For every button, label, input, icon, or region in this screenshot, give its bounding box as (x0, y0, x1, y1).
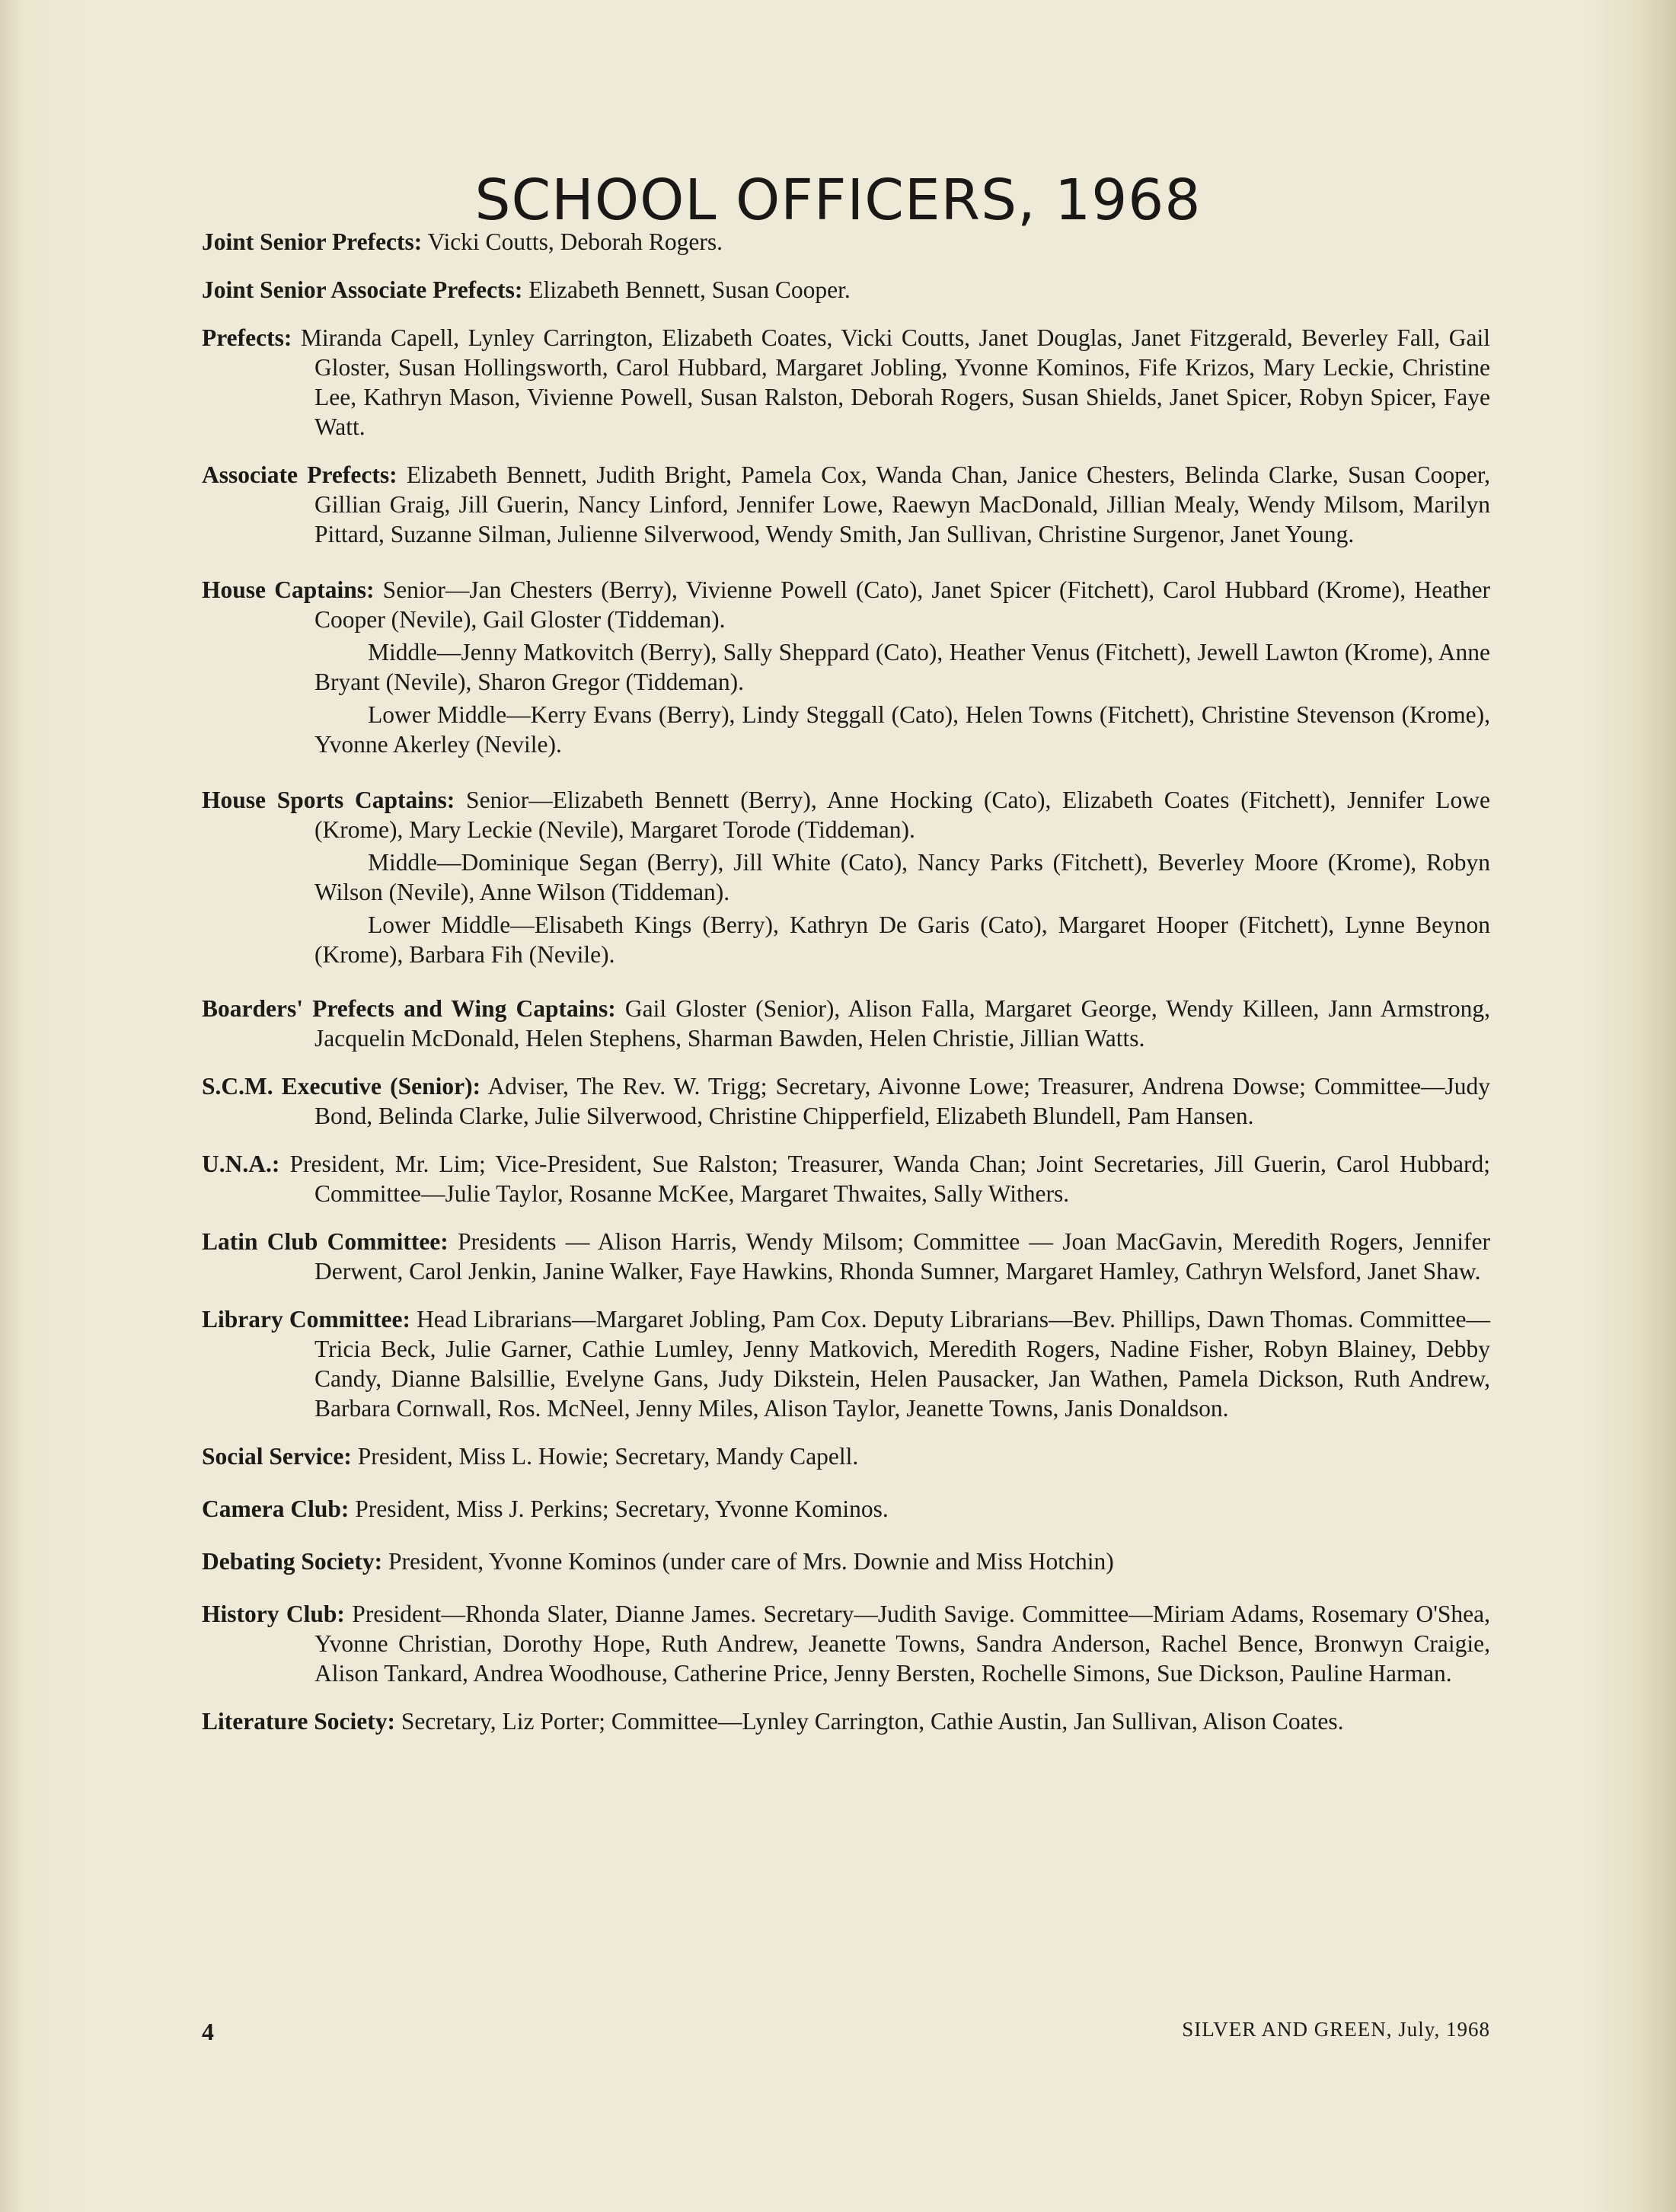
entry-literature-society (202, 1706, 1490, 1736)
house-captains-lower-middle: Lower Middle—Kerry Evans (Berry), Lindy Steggall (Cato), Helen Towns (Fitchett), Christine Stevenson (Krome), Yvonne Akerley (Nevile). (314, 701, 1490, 758)
entry-label: Prefects: (202, 324, 292, 351)
entry-scm-executive (202, 1071, 1490, 1131)
entry-text: Elizabeth Bennett, Judith Bright, Pamela Cox, Wanda Chan, Janice Chesters, Belinda Clarke, Susan Cooper, Gillian Graig, Jill Guerin, Nancy Linford, Jennifer Lowe, Raewyn MacDonald, Jillian Mealy, Wendy Milsom, Marilyn Pittard, Suzanne Silman, Julienne Silverwood, Wendy Smith, Jan Sullivan, Christine Surgenor, Janet Young. (314, 461, 1491, 547)
entry-history-club (202, 1599, 1490, 1688)
entry-joint-senior-associate-prefects (202, 275, 1490, 305)
entry-label: U.N.A.: (202, 1151, 280, 1177)
officers-list (202, 227, 1490, 1736)
entry-text: Presidents — Alison Harris, Wendy Milsom; Committee — Joan MacGavin, Meredith Rogers, Jennifer Derwent, Carol Jenkin, Janine Walker, Faye Hawkins, Rhonda Sumner, Margaret Hamley, Cathryn Welsford, Janet Shaw. (314, 1228, 1490, 1285)
entry-text: Vicki Coutts, Deborah Rogers. (427, 228, 723, 255)
entry-text: Senior—Jan Chesters (Berry), Vivienne Powell (Cato), Janet Spicer (Fitchett), Carol Hubbard (Krome), Heather Cooper (Nevile), Gail Gloster (Tiddeman). (314, 576, 1491, 633)
entry-label: Joint Senior Associate Prefects: (202, 276, 523, 303)
entry-label: Debating Society: (202, 1548, 383, 1575)
entry-latin-club (202, 1227, 1490, 1286)
entry-label: S.C.M. Executive (Senior): (202, 1073, 481, 1100)
entry-label: Social Service: (202, 1443, 352, 1470)
entry-social-service (202, 1441, 1490, 1471)
entry-una (202, 1149, 1490, 1208)
entry-text: Gail Gloster (Senior), Alison Falla, Margaret George, Wendy Killeen, Jann Armstrong, Jacquelin McDonald, Helen Stephens, Sharman Bawden, Helen Christie, Jillian Watts. (314, 995, 1491, 1052)
entry-label: House Sports Captains: (202, 787, 455, 813)
entry-camera-club (202, 1494, 1490, 1524)
entry-label: Camera Club: (202, 1495, 350, 1522)
entry-text: Adviser, The Rev. W. Trigg; Secretary, Aivonne Lowe; Treasurer, Andrena Dowse; Committee—Judy Bond, Belinda Clarke, Julie Silverwood, Christine Chipperfield, Elizabeth Blundell, Pam Hansen. (314, 1073, 1490, 1129)
page-title: SCHOOL OFFICERS, 1968 (474, 167, 1202, 233)
entry-associate-prefects (202, 460, 1490, 549)
entry-text: President, Miss L. Howie; Secretary, Mandy Capell. (357, 1443, 859, 1470)
entry-label: Latin Club Committee: (202, 1228, 449, 1255)
entry-label: House Captains: (202, 576, 375, 603)
entry-debating-society (202, 1546, 1490, 1576)
page-number: 4 (202, 2018, 214, 2045)
entry-text: President, Yvonne Kominos (under care of Mrs. Downie and Miss Hotchin) (388, 1548, 1114, 1575)
entry-text: President, Mr. Lim; Vice-President, Sue Ralston; Treasurer, Wanda Chan; Joint Secretaries, Jill Guerin, Carol Hubbard; Committee—Julie Taylor, Rosanne McKee, Margaret Thwaites, Sally Withers. (289, 1151, 1491, 1207)
entry-label: Library Committee: (202, 1306, 410, 1333)
sports-captains-middle: Middle—Dominique Segan (Berry), Jill White (Cato), Nancy Parks (Fitchett), Beverley Moore (Krome), Robyn Wilson (Nevile), Anne Wilson (Tiddeman). (314, 849, 1490, 905)
entry-text: President—Rhonda Slater, Dianne James. Secretary—Judith Savige. Committee—Miriam Adams, Rosemary O'Shea, Yvonne Christian, Dorothy Hope, Ruth Andrew, Jeanette Towns, Sandra Anderson, Rachel Bence, Bronwyn Craigie, Alison Tankard, Andrea Woodhouse, Catherine Price, Jenny Bersten, Rochelle Simons, Sue Dickson, Pauline Harman. (314, 1601, 1491, 1687)
sports-captains-lower-middle: Lower Middle—Elisabeth Kings (Berry), Kathryn De Garis (Cato), Margaret Hooper (Fitchett), Lynne Beynon (Krome), Barbara Fih (Nevile). (314, 911, 1490, 968)
entry-joint-senior-prefects (202, 227, 1490, 257)
entry-text: Elizabeth Bennett, Susan Cooper. (528, 276, 851, 303)
running-title: SILVER AND GREEN, July, 1968 (1182, 2018, 1490, 2041)
entry-text: President, Miss J. Perkins; Secretary, Yvonne Kominos. (355, 1495, 889, 1522)
entry-label: Boarders' Prefects and Wing Captains: (202, 995, 616, 1022)
entry-label: Joint Senior Prefects: (202, 228, 423, 255)
entry-text: Senior—Elizabeth Bennett (Berry), Anne Hocking (Cato), Elizabeth Coates (Fitchett), Jennifer Lowe (Krome), Mary Leckie (Nevile), Margaret Torode (Tiddeman). (314, 787, 1490, 843)
entry-house-sports-captains (202, 785, 1490, 844)
entry-label: History Club: (202, 1601, 345, 1627)
entry-text: Miranda Capell, Lynley Carrington, Elizabeth Coates, Vicki Coutts, Janet Douglas, Janet Fitzgerald, Beverley Fall, Gail Gloster, Susan Hollingsworth, Carol Hubbard, Margaret Jobling, Yvonne Kominos, Fife Krizos, Mary Leckie, Christine Lee, Kathryn Mason, Vivienne Powell, Susan Ralston, Deborah Rogers, Susan Shields, Janet Spicer, Robyn Spicer, Faye Watt. (300, 324, 1490, 440)
entry-prefects (202, 323, 1490, 442)
house-captains-middle: Middle—Jenny Matkovitch (Berry), Sally Sheppard (Cato), Heather Venus (Fitchett), Jewell Lawton (Krome), Anne Bryant (Nevile), Sharon Gregor (Tiddeman). (314, 639, 1490, 695)
entry-library-committee (202, 1304, 1490, 1423)
entry-text: Head Librarians—Margaret Jobling, Pam Cox. Deputy Librarians—Bev. Phillips, Dawn Thomas. Committee—Tricia Beck, Julie Garner, Cathie Lumley, Jenny Matkovich, Meredith Rogers, Nadine Fisher, Robyn Blainey, Debby Candy, Dianne Balsillie, Evelyne Gans, Judy Dikstein, Helen Pausacker, Jan Wathen, Pamela Dickson, Ruth Andrew, Barbara Cornwall, Ros. McNeel, Jenny Miles, Alison Taylor, Jeanette Towns, Janis Donaldson. (314, 1306, 1491, 1422)
entry-house-captains (202, 575, 1490, 634)
entry-text: Secretary, Liz Porter; Committee—Lynley Carrington, Cathie Austin, Jan Sullivan, Alison Coates. (401, 1708, 1344, 1735)
entry-label: Literature Society: (202, 1708, 395, 1735)
entry-boarders-prefects (202, 994, 1490, 1053)
entry-label: Associate Prefects: (202, 461, 397, 488)
